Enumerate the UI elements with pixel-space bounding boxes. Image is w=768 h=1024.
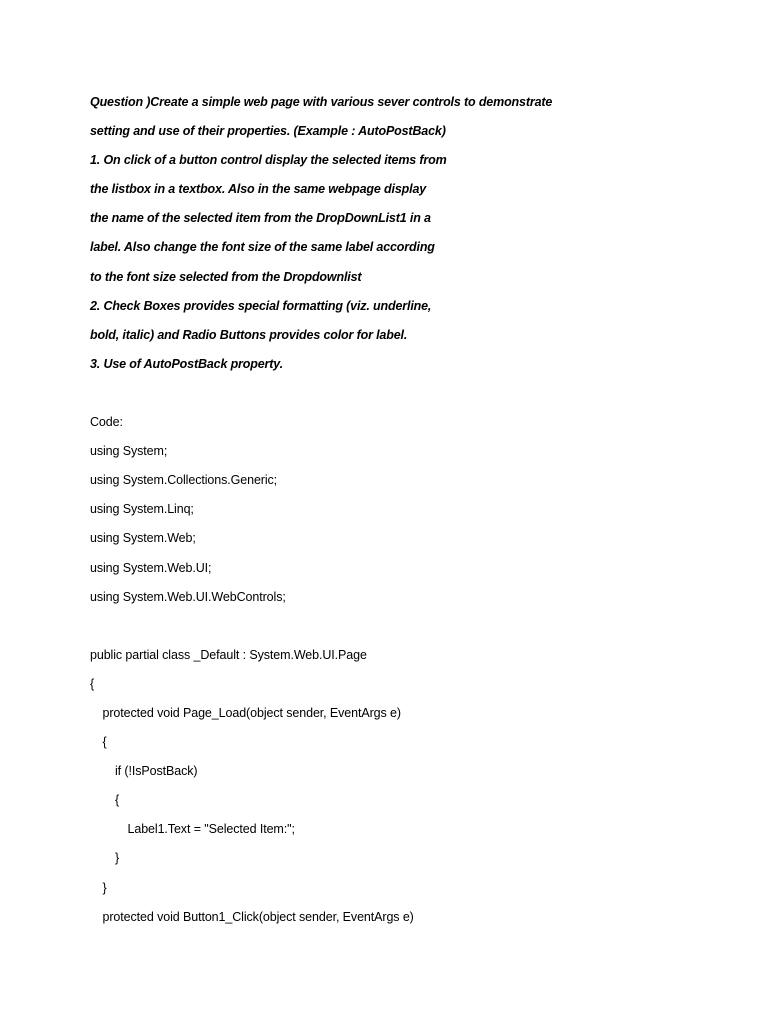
document-content — [90, 90, 690, 934]
code-line: Label1.Text = "Selected Item:"; — [127, 822, 295, 837]
question-line: the listbox in a textbox. Also in the same webpage display — [90, 182, 427, 197]
code-line: public partial class _Default : System.Web.UI.Page — [90, 647, 367, 662]
code-line: using System.Linq; — [90, 502, 194, 517]
question-block — [90, 90, 690, 381]
question-line: 1. On click of a button control display the selected items from — [90, 153, 447, 168]
code-line: using System; — [90, 444, 168, 459]
code-line: if (!IsPostBack) — [115, 764, 198, 779]
code-line: using System.Collections.Generic; — [90, 473, 278, 488]
code-line: { — [102, 735, 107, 750]
code-line: protected void Button1_Click(object sender, EventArgs e) — [102, 909, 414, 924]
question-line: 2. Check Boxes provides special formatting (viz. underline, — [90, 298, 432, 313]
code-line: using System.Web.UI.WebControls; — [90, 589, 286, 604]
code-line: using System.Web; — [90, 531, 196, 546]
code-block — [90, 410, 690, 934]
blank-line — [90, 381, 690, 410]
blank-line — [90, 614, 690, 643]
code-line: protected void Page_Load(object sender, EventArgs e) — [102, 705, 401, 720]
question-line: the name of the selected item from the DropDownList1 in a — [90, 211, 431, 226]
question-line: setting and use of their properties. (Example : AutoPostBack) — [90, 124, 446, 139]
code-line: { — [115, 793, 120, 808]
code-line: } — [102, 880, 107, 895]
question-line: bold, italic) and Radio Buttons provides color for label. — [90, 327, 408, 342]
code-line: { — [90, 676, 95, 691]
question-line: Question )Create a simple web page with various sever controls to demonstrate — [90, 95, 553, 109]
code-heading: Code: — [90, 415, 123, 430]
question-line: to the font size selected from the Dropdownlist — [90, 269, 362, 284]
question-line: 3. Use of AutoPostBack property. — [90, 356, 283, 371]
code-line: } — [115, 851, 120, 866]
code-line: using System.Web.UI; — [90, 560, 212, 575]
question-line: label. Also change the font size of the same label according — [90, 240, 435, 255]
